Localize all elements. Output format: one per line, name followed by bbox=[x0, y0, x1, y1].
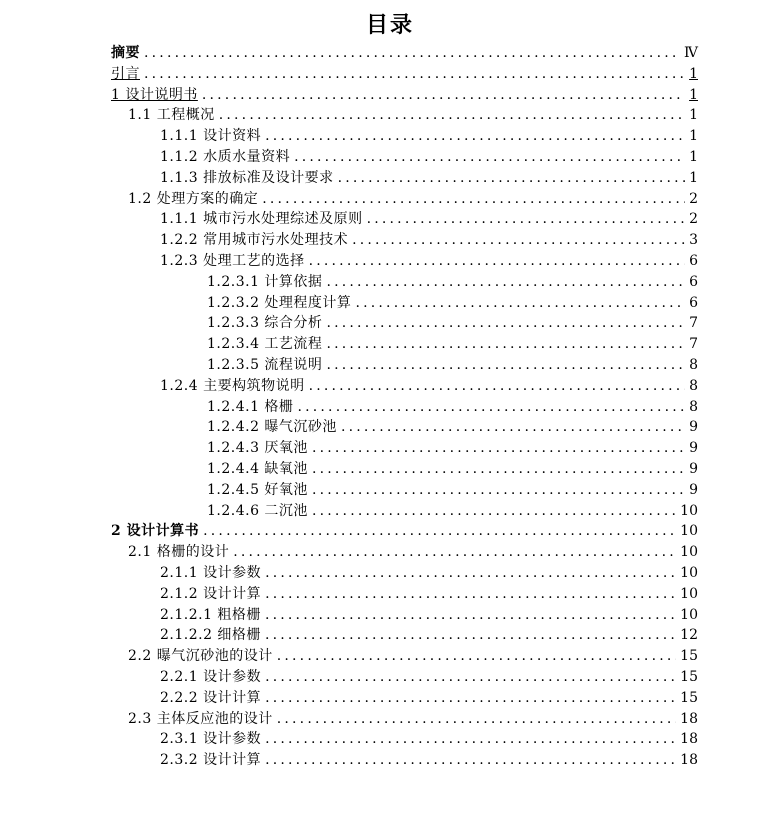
toc-entry[interactable] bbox=[111, 563, 698, 584]
toc-entry-page: 7 bbox=[689, 315, 698, 332]
toc-entry[interactable] bbox=[111, 542, 698, 563]
toc-entry-label: 1.2.3 处理工艺的选择 bbox=[160, 252, 305, 269]
toc-entry-label: 1.1 工程概况 bbox=[128, 107, 215, 124]
toc-leader-dots bbox=[265, 688, 676, 709]
toc-entry-label: 1.2.4.3 厌氧池 bbox=[207, 440, 308, 457]
toc-leader-dots bbox=[326, 355, 685, 376]
toc-entry-page: 10 bbox=[680, 502, 698, 519]
toc-entry-page: 9 bbox=[689, 419, 698, 436]
toc-entry-label: 2.1.2 设计计算 bbox=[160, 585, 262, 602]
toc-entry-label: 2.1.1 设计参数 bbox=[160, 564, 262, 581]
toc-entry-label: 2.3.2 设计计算 bbox=[160, 752, 262, 769]
toc-entry-page: 7 bbox=[689, 336, 698, 353]
toc-leader-dots bbox=[309, 376, 686, 397]
toc-leader-dots bbox=[326, 272, 685, 293]
toc-entry-page: 3 bbox=[689, 232, 698, 249]
toc-entry[interactable] bbox=[111, 85, 698, 106]
toc-entry-page: 1 bbox=[689, 107, 698, 124]
toc-entry-label: 2.1 格栅的设计 bbox=[128, 544, 230, 561]
toc-entry-page: 1 bbox=[689, 169, 698, 186]
toc-entry[interactable] bbox=[111, 355, 698, 376]
toc-entry-label: 2.1.2.1 粗格栅 bbox=[160, 606, 261, 623]
toc-leader-dots bbox=[355, 293, 685, 314]
toc-entry[interactable] bbox=[111, 688, 698, 709]
toc-entry[interactable] bbox=[111, 189, 698, 210]
toc-entry-page: 10 bbox=[680, 544, 698, 561]
toc-entry-page: Ⅳ bbox=[684, 45, 698, 61]
toc-entry-page: 9 bbox=[689, 440, 698, 457]
toc-entry[interactable] bbox=[111, 750, 698, 771]
toc-entry-label: 2 设计计算书 bbox=[111, 523, 200, 540]
toc-entry[interactable] bbox=[111, 625, 698, 646]
toc-entry[interactable] bbox=[111, 709, 698, 730]
toc-entry-label: 1.1.1 设计资料 bbox=[160, 128, 262, 145]
toc-leader-dots bbox=[312, 459, 685, 480]
toc-entry-page: 6 bbox=[689, 252, 698, 269]
toc-entry[interactable] bbox=[111, 459, 698, 480]
toc-entry[interactable] bbox=[111, 667, 698, 688]
toc-entry-page: 18 bbox=[680, 710, 698, 727]
toc-leader-dots bbox=[144, 43, 680, 64]
toc-entry[interactable] bbox=[111, 501, 698, 522]
toc-leader-dots bbox=[265, 625, 676, 646]
toc-entry-label: 2.3.1 设计参数 bbox=[160, 731, 262, 748]
toc-leader-dots bbox=[277, 646, 676, 667]
toc-entry-page: 18 bbox=[680, 752, 698, 769]
toc-entry-label: 2.1.2.2 细格栅 bbox=[160, 627, 261, 644]
toc-entry-label: 1 设计说明书 bbox=[111, 86, 198, 103]
toc-entry[interactable] bbox=[111, 64, 698, 85]
toc-entry-page: 1 bbox=[689, 148, 698, 165]
toc-entry[interactable] bbox=[111, 438, 698, 459]
toc-leader-dots bbox=[312, 438, 685, 459]
toc-entry-page: 8 bbox=[689, 398, 698, 415]
toc-leader-dots bbox=[265, 584, 676, 605]
toc-entry[interactable] bbox=[111, 147, 698, 168]
toc-entry-label: 1.1.3 排放标准及设计要求 bbox=[160, 169, 334, 186]
toc-entry[interactable] bbox=[111, 43, 698, 64]
toc-entry-label: 1.2.3.3 综合分析 bbox=[207, 315, 323, 332]
toc-entry[interactable] bbox=[111, 605, 698, 626]
toc-entry-page: 1 bbox=[689, 86, 698, 103]
toc-entry[interactable] bbox=[111, 417, 698, 438]
toc-entry-page: 2 bbox=[689, 190, 698, 207]
toc-entry[interactable] bbox=[111, 272, 698, 293]
table-of-contents bbox=[111, 43, 698, 771]
toc-entry-label: 1.2.4.6 二沉池 bbox=[207, 502, 308, 519]
toc-entry[interactable] bbox=[111, 334, 698, 355]
toc-entry-label: 1.2.3.4 工艺流程 bbox=[207, 336, 323, 353]
toc-entry-label: 1.2.4 主要构筑物说明 bbox=[160, 377, 305, 394]
toc-leader-dots bbox=[341, 417, 685, 438]
toc-leader-dots bbox=[233, 542, 676, 563]
toc-leader-dots bbox=[297, 397, 685, 418]
toc-entry-label: 2.2 曝气沉砂池的设计 bbox=[128, 648, 273, 665]
toc-leader-dots bbox=[277, 709, 676, 730]
toc-leader-dots bbox=[265, 729, 676, 750]
toc-entry-page: 8 bbox=[689, 377, 698, 394]
toc-leader-dots bbox=[312, 480, 685, 501]
toc-leader-dots bbox=[309, 251, 686, 272]
toc-entry-label: 2.2.1 设计参数 bbox=[160, 668, 262, 685]
toc-entry-label: 2.2.2 设计计算 bbox=[160, 689, 262, 706]
toc-entry[interactable] bbox=[111, 313, 698, 334]
toc-entry-page: 6 bbox=[689, 273, 698, 290]
toc-entry[interactable] bbox=[111, 293, 698, 314]
toc-leader-dots bbox=[367, 209, 686, 230]
toc-entry-page: 18 bbox=[680, 731, 698, 748]
toc-leader-dots bbox=[326, 334, 685, 355]
toc-entry[interactable] bbox=[111, 584, 698, 605]
toc-entry-page: 1 bbox=[689, 128, 698, 145]
toc-entry-label: 1.2.4.1 格栅 bbox=[207, 398, 294, 415]
toc-leader-dots bbox=[265, 667, 676, 688]
toc-entry-page: 10 bbox=[680, 564, 698, 581]
toc-entry-page: 10 bbox=[680, 606, 698, 623]
toc-entry-page: 15 bbox=[680, 689, 698, 706]
toc-leader-dots bbox=[265, 605, 676, 626]
toc-entry-label: 1.2.4.5 好氧池 bbox=[207, 481, 308, 498]
toc-entry[interactable] bbox=[111, 729, 698, 750]
toc-leader-dots bbox=[265, 563, 676, 584]
toc-entry[interactable] bbox=[111, 168, 698, 189]
toc-entry-label: 1.2.4.2 曝气沉砂池 bbox=[207, 419, 337, 436]
toc-leader-dots bbox=[352, 230, 685, 251]
toc-entry-label: 1.2 处理方案的确定 bbox=[128, 190, 259, 207]
toc-entry[interactable] bbox=[111, 480, 698, 501]
toc-entry-label: 1.1.1 城市污水处理综述及原则 bbox=[160, 211, 363, 228]
toc-entry[interactable] bbox=[111, 397, 698, 418]
toc-entry-page: 15 bbox=[680, 648, 698, 665]
toc-leader-dots bbox=[338, 168, 686, 189]
toc-entry-label: 1.1.2 水质水量资料 bbox=[160, 148, 291, 165]
toc-entry[interactable] bbox=[111, 230, 698, 251]
toc-entry-page: 12 bbox=[680, 627, 698, 644]
toc-entry-label: 1.2.4.4 缺氧池 bbox=[207, 460, 308, 477]
toc-entry-page: 2 bbox=[689, 211, 698, 228]
toc-entry-label: 2.3 主体反应池的设计 bbox=[128, 710, 273, 727]
toc-entry[interactable] bbox=[111, 646, 698, 667]
toc-entry[interactable] bbox=[111, 209, 698, 230]
toc-entry[interactable] bbox=[111, 126, 698, 147]
toc-leader-dots bbox=[203, 521, 676, 542]
toc-leader-dots bbox=[262, 189, 685, 210]
toc-entry-page: 9 bbox=[689, 481, 698, 498]
toc-entry-label: 1.2.3.1 计算依据 bbox=[207, 273, 323, 290]
toc-leader-dots bbox=[219, 105, 685, 126]
toc-entry[interactable] bbox=[111, 105, 698, 126]
toc-entry[interactable] bbox=[111, 521, 698, 542]
toc-leader-dots bbox=[294, 147, 685, 168]
toc-entry-page: 1 bbox=[689, 65, 698, 82]
toc-entry[interactable] bbox=[111, 376, 698, 397]
toc-entry-page: 6 bbox=[689, 294, 698, 311]
toc-entry-page: 9 bbox=[689, 460, 698, 477]
toc-entry-label: 1.2.2 常用城市污水处理技术 bbox=[160, 232, 349, 249]
toc-entry-page: 10 bbox=[680, 585, 698, 602]
toc-leader-dots bbox=[265, 750, 676, 771]
toc-leader-dots bbox=[326, 313, 685, 334]
toc-entry-label: 1.2.3.2 处理程度计算 bbox=[207, 294, 352, 311]
toc-entry-page: 10 bbox=[680, 523, 698, 540]
toc-entry-page: 15 bbox=[680, 668, 698, 685]
toc-entry-label: 摘要 bbox=[111, 45, 140, 61]
toc-leader-dots bbox=[312, 501, 676, 522]
toc-leader-dots bbox=[144, 64, 685, 85]
page-title: 目录 bbox=[365, 12, 414, 38]
toc-entry-label: 引言 bbox=[111, 65, 140, 82]
toc-entry-label: 1.2.3.5 流程说明 bbox=[207, 356, 323, 373]
toc-entry-page: 8 bbox=[689, 356, 698, 373]
toc-leader-dots bbox=[202, 85, 685, 106]
toc-leader-dots bbox=[265, 126, 685, 147]
toc-entry[interactable] bbox=[111, 251, 698, 272]
